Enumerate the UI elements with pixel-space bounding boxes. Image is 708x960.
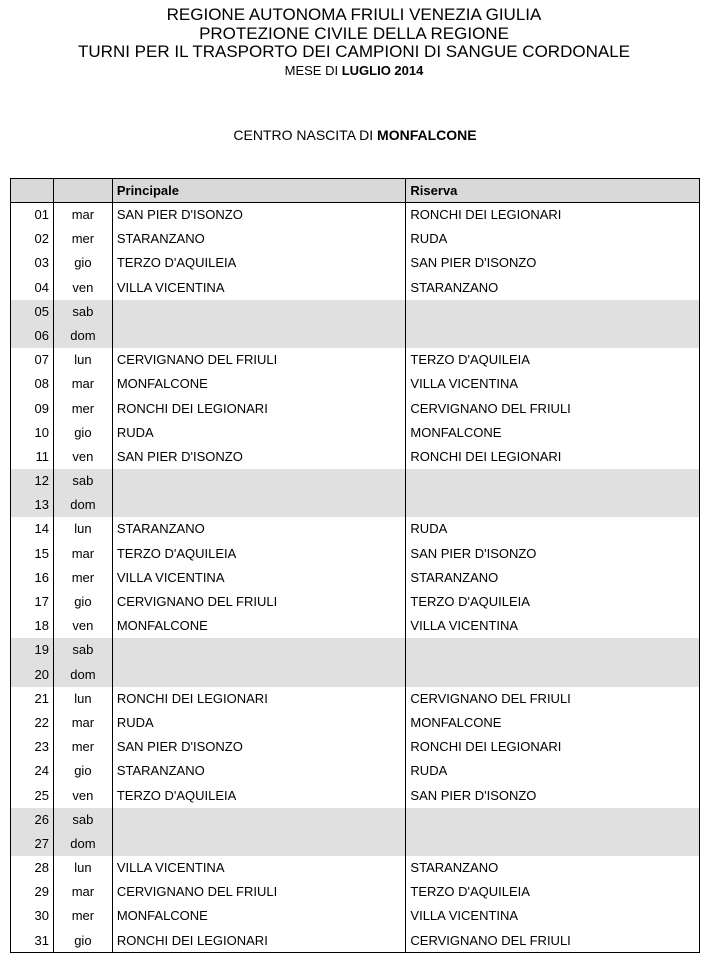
table-row — [11, 880, 700, 904]
principale-cell: CERVIGNANO DEL FRIULI — [113, 880, 407, 904]
weekday-cell: mar — [54, 542, 113, 566]
day-number-cell: 07 — [11, 348, 54, 372]
day-number-cell: 27 — [11, 832, 54, 856]
table-row — [11, 517, 700, 541]
weekday-cell: mar — [54, 880, 113, 904]
day-number-cell: 26 — [11, 808, 54, 832]
riserva-cell: VILLA VICENTINA — [406, 614, 700, 638]
principale-cell: STARANZANO — [113, 759, 407, 783]
weekday-cell: gio — [54, 759, 113, 783]
weekday-cell: sab — [54, 300, 113, 324]
riserva-cell — [406, 493, 700, 517]
table-row — [11, 759, 700, 783]
day-number-cell: 17 — [11, 590, 54, 614]
day-number-cell: 29 — [11, 880, 54, 904]
riserva-cell: RUDA — [406, 227, 700, 251]
table-row — [11, 832, 700, 856]
riserva-cell — [406, 300, 700, 324]
table-row — [11, 929, 700, 953]
principale-cell: STARANZANO — [113, 227, 407, 251]
riserva-cell: TERZO D'AQUILEIA — [406, 348, 700, 372]
table-body — [11, 203, 700, 953]
principale-cell: SAN PIER D'ISONZO — [113, 445, 407, 469]
header-cell-principale: Principale — [113, 179, 407, 203]
principale-cell: SAN PIER D'ISONZO — [113, 203, 407, 227]
table-row — [11, 638, 700, 662]
header-region-title: REGIONE AUTONOMA FRIULI VENEZIA GIULIA — [166, 5, 542, 24]
weekday-cell: mer — [54, 904, 113, 928]
table-row — [11, 493, 700, 517]
table-row — [11, 614, 700, 638]
day-number-cell: 06 — [11, 324, 54, 348]
riserva-cell: RUDA — [406, 517, 700, 541]
day-number-cell: 25 — [11, 784, 54, 808]
principale-cell: MONFALCONE — [113, 904, 407, 928]
weekday-cell: ven — [54, 276, 113, 300]
principale-cell: RUDA — [113, 711, 407, 735]
day-number-cell: 20 — [11, 663, 54, 687]
riserva-cell: STARANZANO — [406, 856, 700, 880]
weekday-cell: ven — [54, 614, 113, 638]
table-header-row — [11, 179, 700, 203]
riserva-cell: RONCHI DEI LEGIONARI — [406, 445, 700, 469]
principale-cell: TERZO D'AQUILEIA — [113, 251, 407, 275]
day-number-cell: 18 — [11, 614, 54, 638]
table-row — [11, 856, 700, 880]
riserva-cell: VILLA VICENTINA — [406, 372, 700, 396]
day-number-cell: 05 — [11, 300, 54, 324]
table-row — [11, 227, 700, 251]
principale-cell — [113, 469, 407, 493]
principale-cell: MONFALCONE — [113, 614, 407, 638]
center-name: MONFALCONE — [377, 127, 477, 143]
day-number-cell: 15 — [11, 542, 54, 566]
riserva-cell: STARANZANO — [406, 276, 700, 300]
principale-cell: TERZO D'AQUILEIA — [113, 542, 407, 566]
weekday-cell: mar — [54, 711, 113, 735]
weekday-cell: gio — [54, 421, 113, 445]
weekday-cell: mer — [54, 227, 113, 251]
table-row — [11, 711, 700, 735]
riserva-cell: TERZO D'AQUILEIA — [406, 880, 700, 904]
table-row — [11, 566, 700, 590]
weekday-cell: dom — [54, 832, 113, 856]
table-row — [11, 372, 700, 396]
riserva-cell: SAN PIER D'ISONZO — [406, 251, 700, 275]
principale-cell: RONCHI DEI LEGIONARI — [113, 929, 407, 953]
principale-cell — [113, 493, 407, 517]
weekday-cell: gio — [54, 251, 113, 275]
table-row — [11, 784, 700, 808]
day-number-cell: 23 — [11, 735, 54, 759]
weekday-cell: mar — [54, 203, 113, 227]
principale-cell: SAN PIER D'ISONZO — [113, 735, 407, 759]
table-row — [11, 904, 700, 928]
weekday-cell: sab — [54, 638, 113, 662]
table-row — [11, 251, 700, 275]
weekday-cell: sab — [54, 469, 113, 493]
riserva-cell: SAN PIER D'ISONZO — [406, 784, 700, 808]
riserva-cell: VILLA VICENTINA — [406, 904, 700, 928]
header-month — [0, 63, 708, 79]
principale-cell — [113, 324, 407, 348]
day-number-cell: 19 — [11, 638, 54, 662]
header-cell-riserva: Riserva — [406, 179, 700, 203]
month-value: LUGLIO 2014 — [341, 62, 424, 78]
principale-cell — [113, 300, 407, 324]
principale-cell: RUDA — [113, 421, 407, 445]
table-row — [11, 397, 700, 421]
day-number-cell: 13 — [11, 493, 54, 517]
principale-cell: CERVIGNANO DEL FRIULI — [113, 348, 407, 372]
principale-cell — [113, 638, 407, 662]
day-number-cell: 31 — [11, 929, 54, 953]
shift-table — [10, 178, 700, 953]
weekday-cell: lun — [54, 517, 113, 541]
principale-cell — [113, 663, 407, 687]
principale-cell: VILLA VICENTINA — [113, 856, 407, 880]
principale-cell — [113, 832, 407, 856]
riserva-cell: SAN PIER D'ISONZO — [406, 542, 700, 566]
day-number-cell: 03 — [11, 251, 54, 275]
day-number-cell: 11 — [11, 445, 54, 469]
weekday-cell: ven — [54, 445, 113, 469]
principale-cell — [113, 808, 407, 832]
principale-cell: CERVIGNANO DEL FRIULI — [113, 590, 407, 614]
weekday-cell: mer — [54, 397, 113, 421]
riserva-cell — [406, 832, 700, 856]
day-number-cell: 21 — [11, 687, 54, 711]
table-row — [11, 324, 700, 348]
weekday-cell: dom — [54, 663, 113, 687]
weekday-cell: mer — [54, 566, 113, 590]
table-row — [11, 445, 700, 469]
table-row — [11, 300, 700, 324]
table-row — [11, 808, 700, 832]
table-row — [11, 421, 700, 445]
riserva-cell: RONCHI DEI LEGIONARI — [406, 203, 700, 227]
day-number-cell: 01 — [11, 203, 54, 227]
riserva-cell: MONFALCONE — [406, 421, 700, 445]
table-row — [11, 542, 700, 566]
day-number-cell: 08 — [11, 372, 54, 396]
day-number-cell: 24 — [11, 759, 54, 783]
weekday-cell: lun — [54, 687, 113, 711]
weekday-cell: mer — [54, 735, 113, 759]
weekday-cell: mar — [54, 372, 113, 396]
weekday-cell: dom — [54, 324, 113, 348]
riserva-cell: TERZO D'AQUILEIA — [406, 590, 700, 614]
weekday-cell: gio — [54, 929, 113, 953]
principale-cell: RONCHI DEI LEGIONARI — [113, 687, 407, 711]
table-row — [11, 203, 700, 227]
day-number-cell: 02 — [11, 227, 54, 251]
weekday-cell: lun — [54, 348, 113, 372]
riserva-cell — [406, 469, 700, 493]
birth-center-title — [0, 127, 708, 143]
principale-cell: MONFALCONE — [113, 372, 407, 396]
day-number-cell: 16 — [11, 566, 54, 590]
day-number-cell: 10 — [11, 421, 54, 445]
day-number-cell: 28 — [11, 856, 54, 880]
center-prefix: CENTRO NASCITA DI — [233, 127, 378, 143]
weekday-cell: gio — [54, 590, 113, 614]
day-number-cell: 12 — [11, 469, 54, 493]
document-header — [0, 6, 708, 79]
riserva-cell: RUDA — [406, 759, 700, 783]
table-row — [11, 663, 700, 687]
table-row — [11, 687, 700, 711]
table-row — [11, 469, 700, 493]
header-agency-title: PROTEZIONE CIVILE DELLA REGIONE — [199, 23, 509, 43]
weekday-cell: dom — [54, 493, 113, 517]
day-number-cell: 09 — [11, 397, 54, 421]
table-row — [11, 590, 700, 614]
header-cell-day — [54, 179, 113, 203]
principale-cell: RONCHI DEI LEGIONARI — [113, 397, 407, 421]
riserva-cell — [406, 638, 700, 662]
riserva-cell — [406, 324, 700, 348]
principale-cell: VILLA VICENTINA — [113, 276, 407, 300]
weekday-cell: ven — [54, 784, 113, 808]
header-schedule-title: TURNI PER IL TRASPORTO DEI CAMPIONI DI SANGUE CORDONALE — [78, 42, 630, 61]
riserva-cell — [406, 663, 700, 687]
day-number-cell: 04 — [11, 276, 54, 300]
weekday-cell: lun — [54, 856, 113, 880]
header-cell-number — [11, 179, 54, 203]
riserva-cell: CERVIGNANO DEL FRIULI — [406, 929, 700, 953]
day-number-cell: 14 — [11, 517, 54, 541]
day-number-cell: 22 — [11, 711, 54, 735]
riserva-cell: MONFALCONE — [406, 711, 700, 735]
riserva-cell: CERVIGNANO DEL FRIULI — [406, 397, 700, 421]
table-row — [11, 276, 700, 300]
riserva-cell: CERVIGNANO DEL FRIULI — [406, 687, 700, 711]
table-row — [11, 348, 700, 372]
riserva-cell — [406, 808, 700, 832]
principale-cell: STARANZANO — [113, 517, 407, 541]
riserva-cell: RONCHI DEI LEGIONARI — [406, 735, 700, 759]
day-number-cell: 30 — [11, 904, 54, 928]
weekday-cell: sab — [54, 808, 113, 832]
principale-cell: VILLA VICENTINA — [113, 566, 407, 590]
principale-cell: TERZO D'AQUILEIA — [113, 784, 407, 808]
riserva-cell: STARANZANO — [406, 566, 700, 590]
table-row — [11, 735, 700, 759]
month-prefix: MESE DI — [284, 62, 342, 78]
